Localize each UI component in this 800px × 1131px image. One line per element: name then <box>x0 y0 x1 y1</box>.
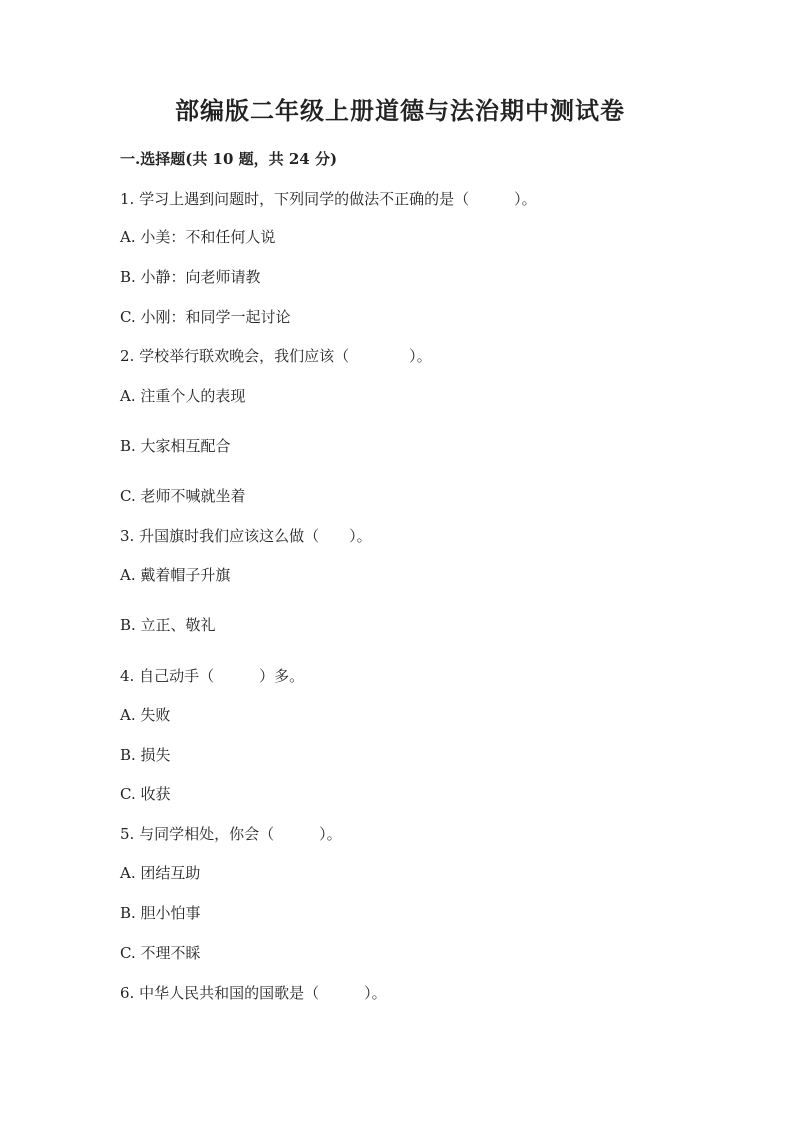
page-title: 部编版二年级上册道德与法治期中测试卷 <box>175 96 625 125</box>
question-1-option-b: B. 小静：向老师请教 <box>120 268 261 286</box>
question-1-option-a: A. 小美：不和任何人说 <box>120 228 276 246</box>
question-4-option-c: C. 收获 <box>120 785 171 803</box>
question-6-stem: 6. 中华人民共和国的国歌是（ ）。 <box>120 984 387 1002</box>
question-5-option-b: B. 胆小怕事 <box>120 904 201 922</box>
question-4-option-b: B. 损失 <box>120 746 171 764</box>
question-3-stem: 3. 升国旗时我们应该这么做（ ）。 <box>120 527 372 545</box>
question-3-option-a: A. 戴着帽子升旗 <box>120 566 231 584</box>
question-5-option-c: C. 不理不睬 <box>120 944 201 962</box>
question-5-option-a: A. 团结互助 <box>120 864 201 882</box>
question-2-option-c: C. 老师不喊就坐着 <box>120 487 246 505</box>
section-heading: 一.选择题(共 10 题，共 24 分) <box>120 150 338 168</box>
question-2-option-b: B. 大家相互配合 <box>120 437 231 455</box>
question-3-option-b: B. 立正、敬礼 <box>120 616 216 634</box>
question-2-option-a: A. 注重个人的表现 <box>120 387 246 405</box>
question-5-stem: 5. 与同学相处，你会（ ）。 <box>120 825 342 843</box>
question-2-stem: 2. 学校举行联欢晚会，我们应该（ ）。 <box>120 347 432 365</box>
question-4-option-a: A. 失败 <box>120 706 171 724</box>
question-1-stem: 1. 学习上遇到问题时，下列同学的做法不正确的是（ ）。 <box>120 190 537 208</box>
question-1-option-c: C. 小刚：和同学一起讨论 <box>120 308 291 326</box>
question-4-stem: 4. 自己动手（ ）多。 <box>120 667 305 685</box>
